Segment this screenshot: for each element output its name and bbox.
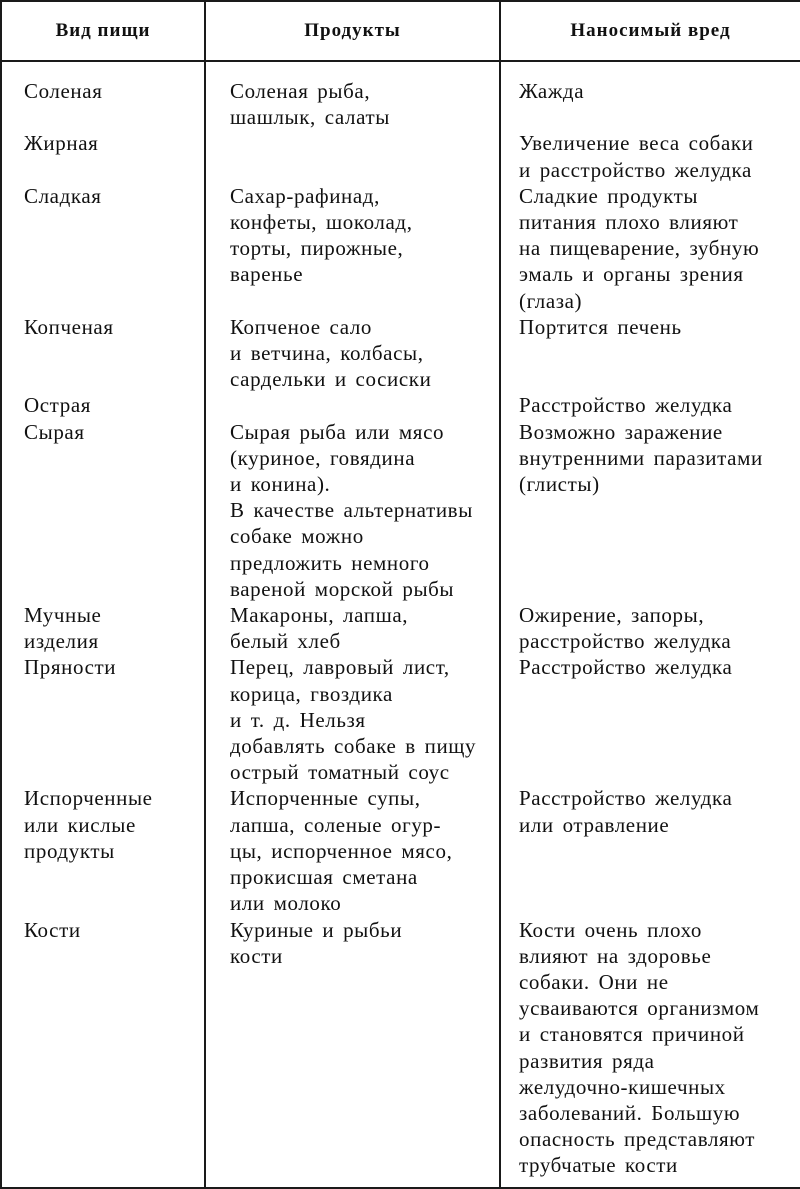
- products-entry: [230, 130, 493, 182]
- harm-line: желудочно-кишечных: [519, 1074, 726, 1099]
- blank-line: [230, 130, 493, 156]
- food-type-line: Сладкая: [24, 183, 102, 208]
- harm-line: заболеваний. Большую: [519, 1100, 741, 1125]
- blank-line: [24, 1021, 196, 1047]
- harm-entry: [519, 78, 796, 130]
- blank-line: [24, 864, 196, 890]
- harm-line: (глаза): [519, 288, 583, 313]
- blank-line: [24, 497, 196, 523]
- blank-line: [230, 1100, 493, 1126]
- blank-line: [24, 943, 196, 969]
- blank-line: [230, 288, 493, 314]
- blank-line: [24, 1126, 196, 1152]
- blank-line: [519, 340, 796, 366]
- blank-line: [519, 497, 796, 523]
- harm-line: влияют на здоровье: [519, 943, 712, 968]
- blank-line: [24, 366, 196, 392]
- products-line: собаке можно: [230, 524, 364, 549]
- products-line: Перец, лавровый лист,: [230, 655, 450, 680]
- blank-line: [24, 235, 196, 261]
- products-entry: [230, 314, 493, 393]
- harm-line: Расстройство желудка: [519, 655, 733, 680]
- blank-line: [519, 523, 796, 549]
- blank-line: [519, 550, 796, 576]
- food-type-entry: [24, 917, 196, 1179]
- products-line: лапша, соленые огур-: [230, 812, 442, 837]
- blank-line: [230, 1152, 493, 1178]
- harm-line: эмаль и органы зрения: [519, 262, 744, 287]
- food-type-entry: [24, 130, 196, 182]
- products-entry: [230, 78, 493, 130]
- blank-line: [24, 523, 196, 549]
- blank-line: [24, 340, 196, 366]
- harm-line: Портится печень: [519, 314, 682, 339]
- harm-line: расстройство желудка: [519, 629, 732, 654]
- harm-line: усваиваются организмом: [519, 996, 760, 1021]
- products-line: Сырая рыба или мясо: [230, 419, 445, 444]
- harm-entry: [519, 654, 796, 785]
- products-entry: [230, 785, 493, 916]
- harm-entry: [519, 785, 796, 916]
- products-line: сардельки и сосиски: [230, 367, 432, 392]
- products-line: (куриное, говядина: [230, 445, 416, 470]
- blank-line: [24, 1100, 196, 1126]
- blank-line: [24, 157, 196, 183]
- food-type-entry: [24, 314, 196, 393]
- blank-line: [24, 969, 196, 995]
- food-type-entry: [24, 602, 196, 654]
- food-type-line: Копченая: [24, 314, 114, 339]
- food-type-entry: [24, 78, 196, 130]
- blank-line: [230, 1074, 493, 1100]
- harm-line: или отравление: [519, 812, 670, 837]
- blank-line: [519, 104, 796, 130]
- harm-line: на пищеварение, зубную: [519, 236, 760, 261]
- harm-entry: [519, 314, 796, 393]
- blank-line: [519, 838, 796, 864]
- harm-line: питания плохо влияют: [519, 210, 739, 235]
- food-type-entry: [24, 654, 196, 785]
- products-entry: [230, 654, 493, 785]
- harm-line: развития ряда: [519, 1048, 655, 1073]
- harm-line: Ожирение, запоры,: [519, 603, 705, 628]
- blank-line: [519, 733, 796, 759]
- blank-line: [519, 681, 796, 707]
- food-type-entry: [24, 392, 196, 418]
- harm-line: Кости очень плохо: [519, 917, 702, 942]
- blank-line: [24, 707, 196, 733]
- products-line: добавлять собаке в пищу: [230, 734, 477, 759]
- column-header-harm: Наносимый вред: [500, 1, 800, 61]
- harm-entry: [519, 392, 796, 418]
- blank-line: [24, 681, 196, 707]
- harm-entry: [519, 602, 796, 654]
- harm-line: и становятся причиной: [519, 1022, 745, 1047]
- products-entry: [230, 419, 493, 602]
- column-header-food-type: Вид пищи: [1, 1, 205, 61]
- harm-line: внутренними паразитами: [519, 445, 763, 470]
- blank-line: [519, 707, 796, 733]
- blank-line: [24, 104, 196, 130]
- products-column: [205, 61, 500, 1188]
- harm-line: Расстройство желудка: [519, 393, 733, 418]
- harm-line: (глисты): [519, 472, 600, 497]
- blank-line: [24, 261, 196, 287]
- products-line: белый хлеб: [230, 629, 341, 654]
- blank-line: [24, 471, 196, 497]
- blank-line: [24, 1074, 196, 1100]
- blank-line: [519, 576, 796, 602]
- blank-line: [230, 995, 493, 1021]
- products-line: кости: [230, 943, 283, 968]
- blank-line: [230, 1126, 493, 1152]
- blank-line: [24, 759, 196, 785]
- food-type-line: Жирная: [24, 131, 99, 156]
- food-type-line: изделия: [24, 629, 99, 654]
- food-type-line: Сырая: [24, 419, 85, 444]
- products-line: или молоко: [230, 891, 342, 916]
- harm-entry: [519, 183, 796, 314]
- food-type-entry: [24, 183, 196, 314]
- harm-entry: [519, 917, 796, 1179]
- products-line: корица, гвоздика: [230, 681, 393, 706]
- header-row: [1, 1, 800, 61]
- products-line: и конина).: [230, 472, 331, 497]
- blank-line: [24, 576, 196, 602]
- blank-line: [519, 864, 796, 890]
- products-line: варенье: [230, 262, 304, 287]
- blank-line: [230, 969, 493, 995]
- harm-line: Увеличение веса собаки: [519, 131, 754, 156]
- harm-line: собаки. Они не: [519, 969, 669, 994]
- food-type-line: Пряности: [24, 655, 117, 680]
- products-line: Макароны, лапша,: [230, 603, 409, 628]
- products-entry: [230, 392, 493, 418]
- blank-line: [230, 1048, 493, 1074]
- harm-line: Возможно заражение: [519, 419, 723, 444]
- blank-line: [24, 445, 196, 471]
- harm-line: Расстройство желудка: [519, 786, 733, 811]
- blank-line: [24, 209, 196, 235]
- products-entry: [230, 602, 493, 654]
- products-line: конфеты, шоколад,: [230, 210, 413, 235]
- column-header-products: Продукты: [205, 1, 500, 61]
- harm-line: Жажда: [519, 79, 585, 103]
- blank-line: [24, 288, 196, 314]
- products-line: В качестве альтернативы: [230, 498, 473, 523]
- food-type-line: продукты: [24, 838, 115, 863]
- products-line: Сахар-рафинад,: [230, 183, 380, 208]
- products-line: предложить немного: [230, 550, 430, 575]
- harm-line: Сладкие продукты: [519, 183, 699, 208]
- blank-line: [24, 550, 196, 576]
- products-line: шашлык, салаты: [230, 105, 390, 130]
- blank-line: [519, 890, 796, 916]
- harm-line: и расстройство желудка: [519, 157, 752, 182]
- products-line: и ветчина, колбасы,: [230, 341, 424, 366]
- harm-line: опасность представляют: [519, 1127, 756, 1152]
- products-line: Испорченные супы,: [230, 786, 421, 811]
- blank-line: [230, 392, 493, 418]
- harm-entry: [519, 419, 796, 602]
- products-line: прокисшая сметана: [230, 865, 418, 890]
- blank-line: [24, 1152, 196, 1178]
- products-entry: [230, 917, 493, 1179]
- food-type-entry: [24, 419, 196, 602]
- products-line: Куриные и рыбьи: [230, 917, 403, 942]
- food-type-column: [1, 61, 205, 1188]
- harm-entry: [519, 130, 796, 182]
- products-line: Соленая рыба,: [230, 79, 371, 103]
- table-body-row: [1, 61, 800, 1188]
- blank-line: [230, 1021, 493, 1047]
- products-line: острый томатный соус: [230, 760, 450, 785]
- food-type-line: Мучные: [24, 603, 102, 628]
- blank-line: [24, 1048, 196, 1074]
- food-type-line: Испорченные: [24, 786, 153, 811]
- food-type-line: Кости: [24, 917, 81, 942]
- harm-column: [500, 61, 800, 1188]
- products-line: и т. д. Нельзя: [230, 707, 366, 732]
- blank-line: [24, 733, 196, 759]
- food-type-line: Острая: [24, 393, 91, 418]
- food-type-entry: [24, 785, 196, 916]
- products-entry: [230, 183, 493, 314]
- products-line: вареной морской рыбы: [230, 576, 455, 601]
- products-line: Копченое сало: [230, 314, 373, 339]
- blank-line: [24, 890, 196, 916]
- blank-line: [519, 366, 796, 392]
- harm-line: трубчатые кости: [519, 1153, 678, 1178]
- products-line: цы, испорченное мясо,: [230, 838, 453, 863]
- blank-line: [230, 157, 493, 183]
- products-line: торты, пирожные,: [230, 236, 404, 261]
- food-type-line: Соленая: [24, 79, 103, 103]
- blank-line: [24, 995, 196, 1021]
- food-type-line: или кислые: [24, 812, 136, 837]
- blank-line: [519, 759, 796, 785]
